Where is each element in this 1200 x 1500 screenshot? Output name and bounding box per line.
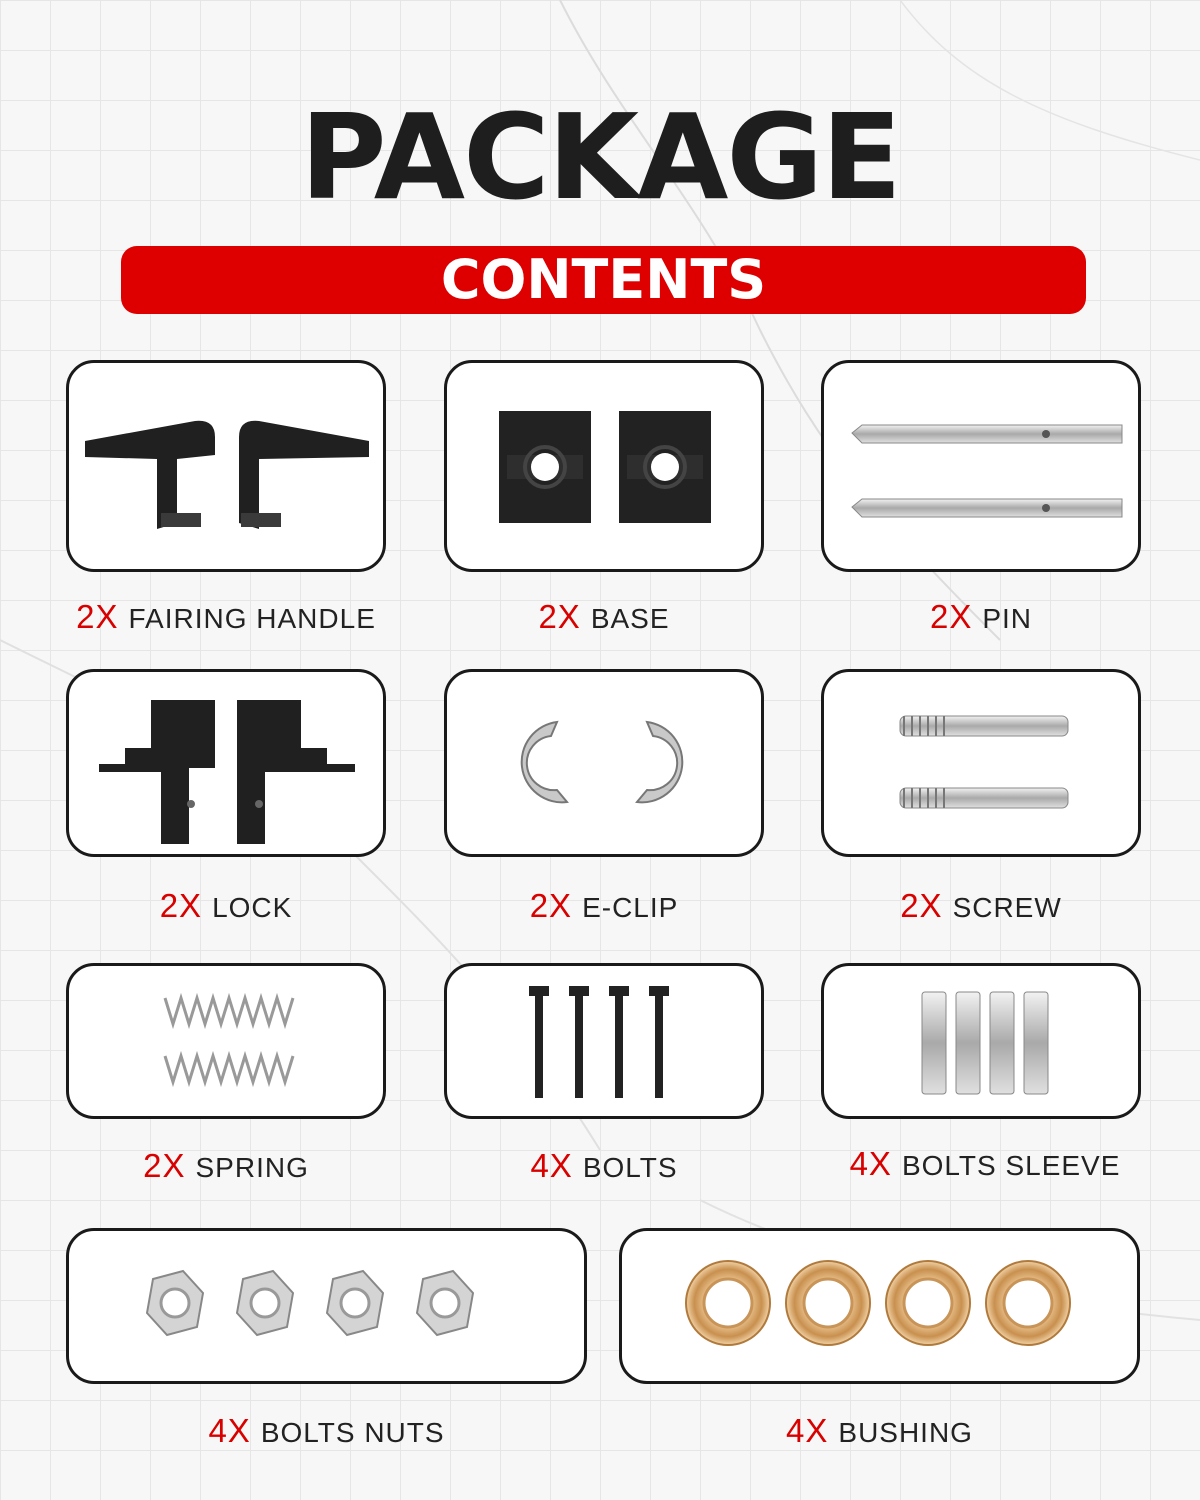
item-label-bolts-sleeve: 4X BOLTS SLEEVE	[849, 1145, 1121, 1182]
item-card	[444, 963, 764, 1119]
bolt-icon	[447, 966, 767, 1122]
item-card	[66, 669, 386, 857]
e-clip-icon	[447, 672, 767, 860]
item-label-base: 2X BASE	[538, 598, 670, 635]
item-card	[66, 963, 386, 1119]
fairing-handle-icon	[69, 363, 389, 575]
item-label-screw: 2X SCREW	[900, 887, 1062, 924]
page-title: PACKAGE	[300, 88, 900, 226]
sleeve-icon	[824, 966, 1144, 1122]
item-card	[821, 963, 1141, 1119]
item-card	[821, 669, 1141, 857]
item-card	[821, 360, 1141, 572]
item-label-fairing-handle: 2X FAIRING HANDLE	[76, 598, 376, 635]
item-label-bolts: 4X BOLTS	[530, 1147, 678, 1184]
item-card	[619, 1228, 1140, 1384]
lock-icon	[69, 672, 389, 860]
screw-icon	[824, 672, 1144, 860]
item-label-e-clip: 2X E-CLIP	[529, 887, 679, 924]
spring-icon	[69, 966, 389, 1122]
item-label-bushing: 4X BUSHING	[786, 1412, 973, 1449]
base-icon	[447, 363, 767, 575]
item-card	[66, 360, 386, 572]
contents-banner: CONTENTS	[121, 246, 1086, 314]
nut-icon	[69, 1231, 590, 1387]
item-card	[444, 360, 764, 572]
item-card	[66, 1228, 587, 1384]
item-label-pin: 2X PIN	[929, 598, 1033, 635]
item-label-bolts-nuts: 4X BOLTS NUTS	[208, 1412, 445, 1449]
pin-icon	[824, 363, 1144, 575]
bushing-icon	[622, 1231, 1143, 1387]
item-label-spring: 2X SPRING	[143, 1147, 309, 1184]
item-label-lock: 2X LOCK	[159, 887, 293, 924]
item-card	[444, 669, 764, 857]
